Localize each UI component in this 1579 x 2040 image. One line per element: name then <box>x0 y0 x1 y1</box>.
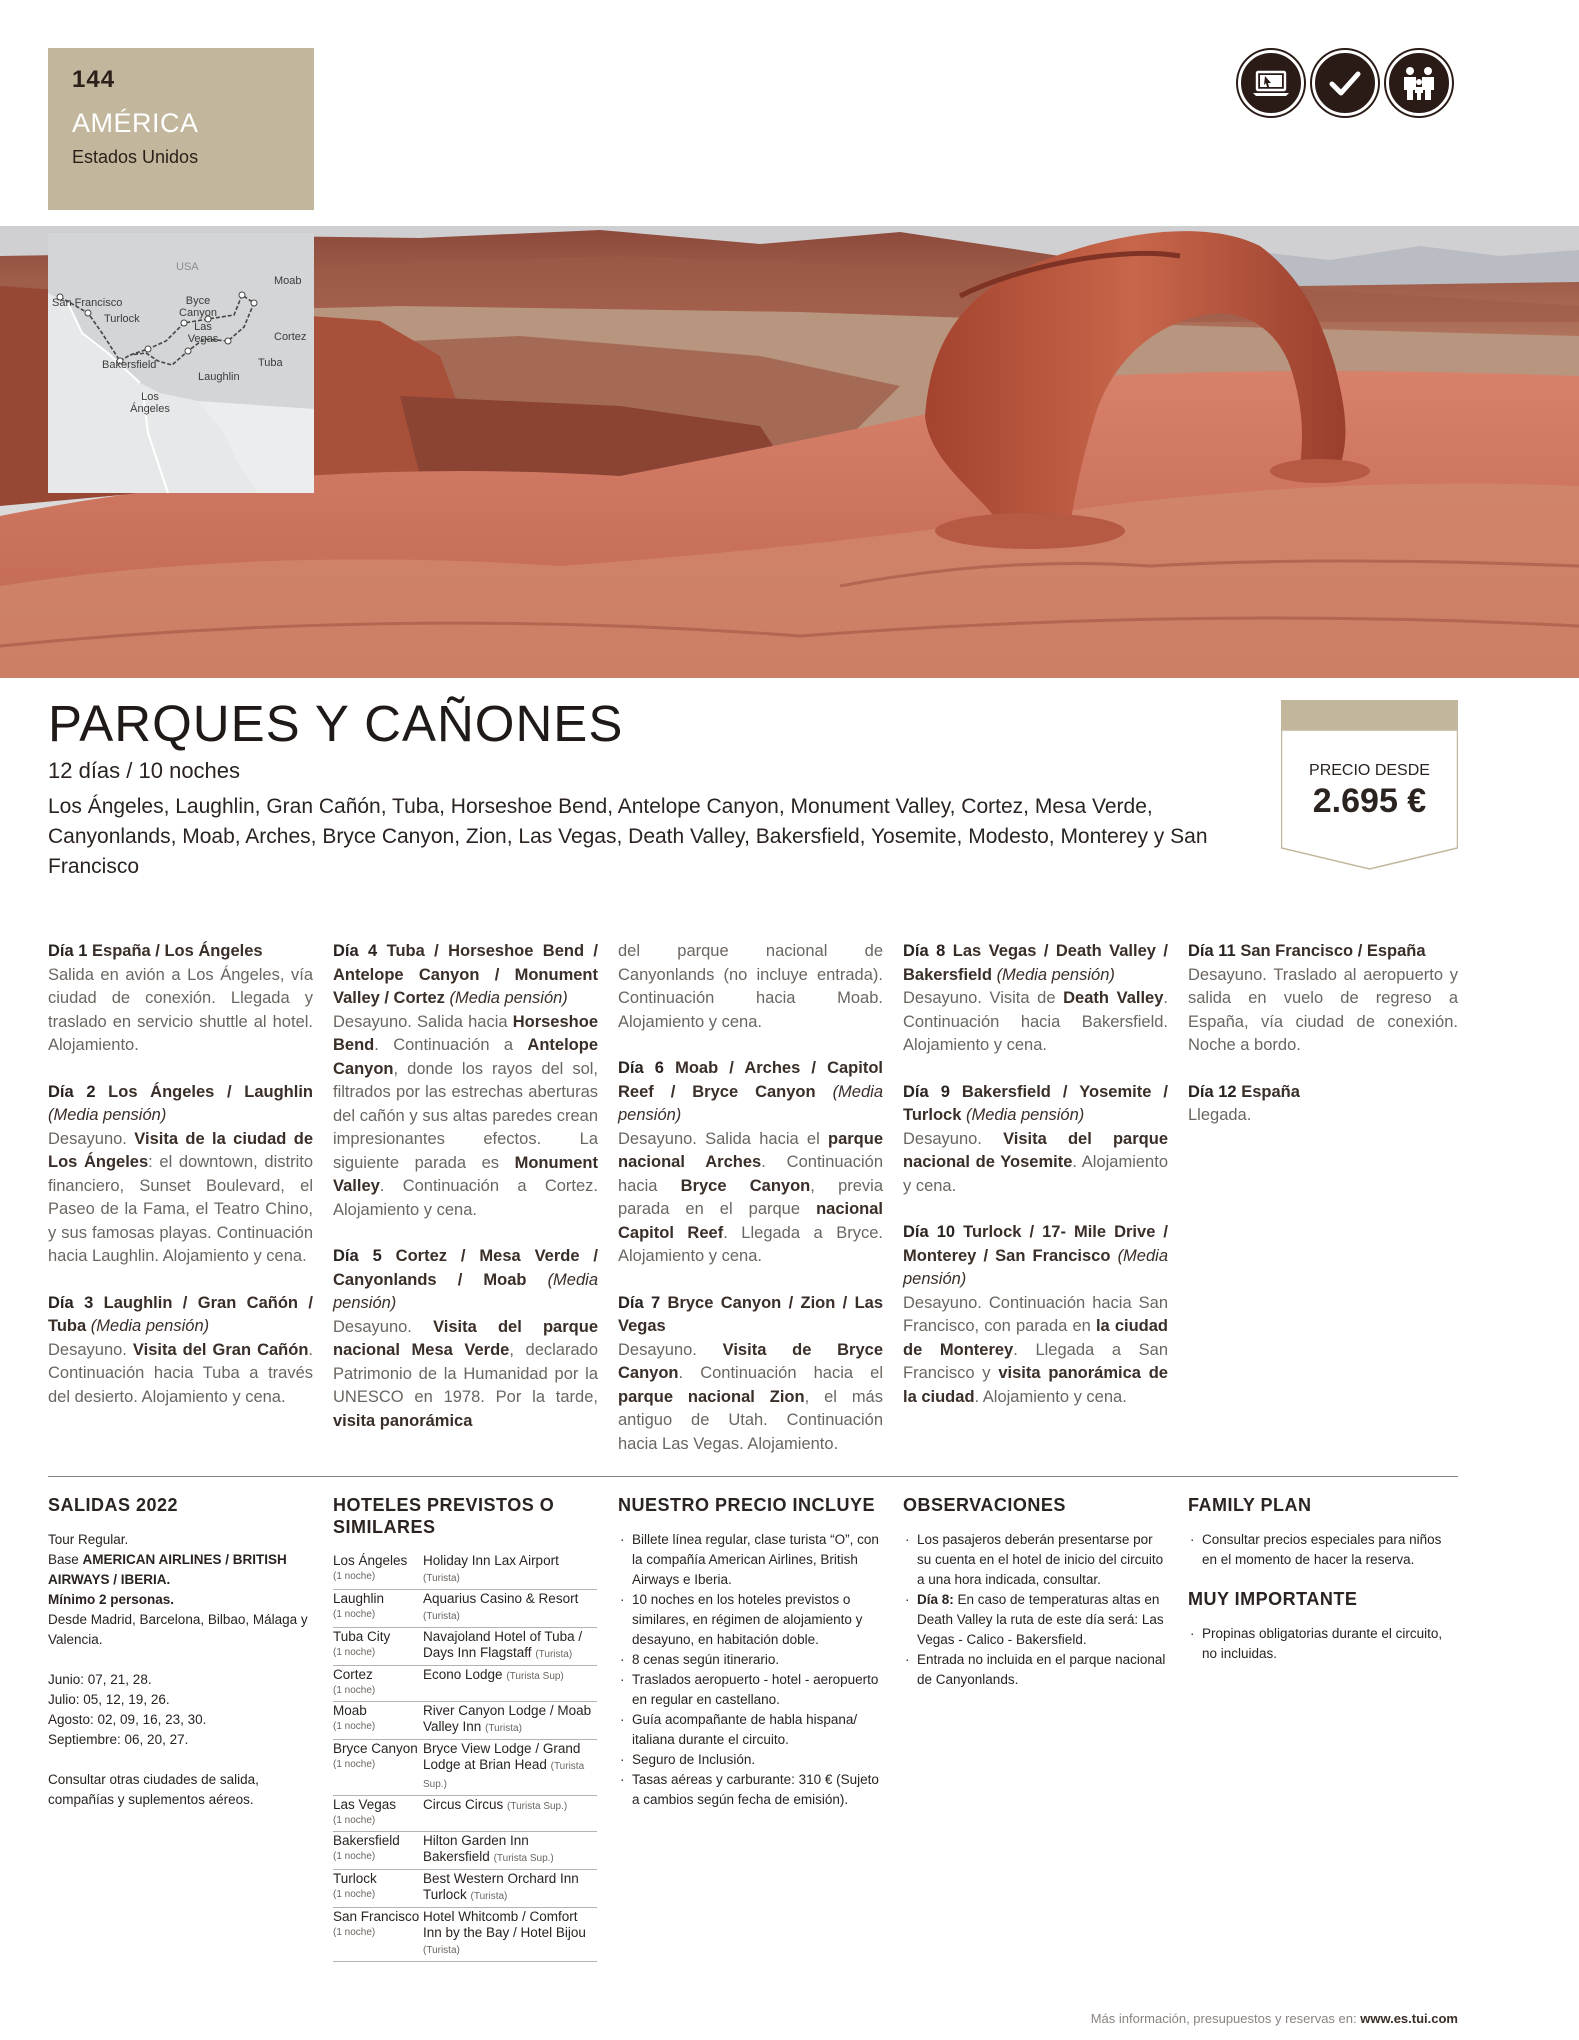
departure-date: Septiembre: 06, 20, 27. <box>48 1732 189 1747</box>
hotel-city-cell: Los Ángeles (1 noche) <box>333 1552 423 1590</box>
hotel-city-cell: Tuba City (1 noche) <box>333 1628 423 1666</box>
itinerary-day: Día 4 Tuba / Horseshoe Bend / Antelope Canyon / Monument Valley / Cortez (Media pensión) Desayuno. Salida hacia Horseshoe Bend. Continuación a Antelope Canyon, donde los rayos del sol, filtrados por las estrechas aberturas del cañón y sus altas paredes crean impresionantes efectos. La siguiente parada es Monument Valley. Continuación a Cortez. Alojamiento y cena. <box>333 942 598 1219</box>
family-plan-list <box>1188 1530 1458 1570</box>
hotel-city-cell: Cortez (1 noche) <box>333 1666 423 1702</box>
map-city-label: Laughlin <box>198 371 240 383</box>
list-item: · Seguro de Inclusión. <box>618 1750 883 1770</box>
list-item: · Entrada no incluida en el parque nacional de Canyonlands. <box>903 1650 1168 1690</box>
itinerary-day: Día 10 Turlock / 17- Mile Drive / Monterey / San Francisco (Media pensión) Desayuno. Continuación hacia San Francisco, con parada en la ciudad de Monterey. Llegada a San Francisco y visita panorámica de la ciudad. Alojamiento y cena. <box>903 1223 1168 1406</box>
important-list <box>1188 1624 1458 1664</box>
table-row <box>333 1796 597 1832</box>
itinerary-day: Día 2 Los Ángeles / Laughlin (Media pensión) Desayuno. Visita de la ciudad de Los Ángeles: el downtown, distrito financiero, Sunset Boulevard, el Paseo de la Fama, el Teatro Chino, y sus famosas playas. Continuación hacia Laughlin. Alojamiento y cena. <box>48 1082 313 1265</box>
hotel-name-cell: River Canyon Lodge / Moab Valley Inn (Turista) <box>423 1702 597 1740</box>
feature-icons <box>1238 50 1452 116</box>
hotel-city-cell: Bakersfield (1 noche) <box>333 1832 423 1870</box>
map-city-label: Moab <box>274 275 302 287</box>
hotel-name-cell: Hilton Garden Inn Bakersfield (Turista Sup.) <box>423 1832 597 1870</box>
list-item: · Billete línea regular, clase turista “O”, con la compañía American Airlines, British Airways e Iberia. <box>618 1530 883 1590</box>
list-item: · 10 noches en los hoteles previstos o similares, en régimen de alojamiento y desayuno, en habitación doble. <box>618 1590 883 1650</box>
country-name: Estados Unidos <box>72 147 199 167</box>
footer-link[interactable]: www.es.tui.com <box>1360 2011 1458 2026</box>
hotel-name-cell: Bryce View Lodge / Grand Lodge at Brian Head (Turista Sup.) <box>423 1740 597 1796</box>
map-city-label: Los Ángeles <box>130 391 170 415</box>
includes-heading: NUESTRO PRECIO INCLUYE <box>618 1495 876 1515</box>
itinerary-day: Día 6 Moab / Arches / Capitol Reef / Bryce Canyon (Media pensión) Desayuno. Salida hacia el parque nacional Arches. Continuación hacia Bryce Canyon, previa parada en el parque nacional Capitol Reef. Llegada a Bryce. Alojamiento y cena. <box>618 1059 884 1265</box>
departure-date: Julio: 05, 12, 19, 26. <box>48 1692 170 1707</box>
itinerary-day: Día 7 Bryce Canyon / Zion / Las Vegas Desayuno. Visita de Bryce Canyon. Continuación hacia el parque nacional Zion, el más antiguo de Utah. Continuación hacia Las Vegas. Alojamiento. <box>618 1293 883 1453</box>
tour-type: Tour Regular. <box>48 1532 129 1547</box>
itinerary-column-5 <box>1188 940 1458 1151</box>
itinerary-column-4 <box>903 940 1168 1432</box>
hotel-city-cell: Moab (1 noche) <box>333 1702 423 1740</box>
map-country-label: USA <box>176 261 199 273</box>
observations-heading: OBSERVACIONES <box>903 1495 1066 1515</box>
observations-section <box>903 1494 1168 1690</box>
itinerary-day: Día 3 Laughlin / Gran Cañón / Tuba (Media pensión) Desayuno. Visita del Gran Cañón. Continuación hacia Tuba a través del desierto. Alojamiento y cena. <box>48 1293 314 1406</box>
table-row <box>333 1666 597 1702</box>
itinerary-column-2 <box>333 940 598 1456</box>
airlines-info: Base AMERICAN AIRLINES / BRITISH AIRWAYS / IBERIA. <box>48 1552 287 1587</box>
list-item: · Traslados aeropuerto - hotel - aeropuerto en regular en castellano. <box>618 1670 883 1710</box>
map-city-label: San Francisco <box>52 297 123 309</box>
itinerary-column-3 <box>618 940 883 1479</box>
list-item: · Propinas obligatorias durante el circuito, no incluidas. <box>1188 1624 1458 1664</box>
footer <box>1060 2011 1458 2026</box>
route-map <box>48 233 314 493</box>
departures-note: Consultar otras ciudades de salida, compañías y suplementos aéreos. <box>48 1772 259 1807</box>
hotel-city-cell: Las Vegas (1 noche) <box>333 1796 423 1832</box>
minimum-people: Mínimo 2 personas. <box>48 1592 175 1607</box>
includes-list <box>618 1530 883 1810</box>
table-row <box>333 1832 597 1870</box>
laptop-icon <box>1238 50 1304 116</box>
observations-list <box>903 1530 1168 1690</box>
hotel-city-cell: San Francisco (1 noche) <box>333 1908 423 1962</box>
includes-section <box>618 1494 883 1810</box>
itinerary-day: Día 9 Bakersfield / Yosemite / Turlock (Media pensión) Desayuno. Visita del parque nacional de Yosemite. Alojamiento y cena. <box>903 1082 1168 1195</box>
hotel-city-cell: Turlock (1 noche) <box>333 1870 423 1908</box>
table-row <box>333 1702 597 1740</box>
category-badge <box>48 48 314 210</box>
trip-duration: 12 días / 10 noches <box>48 758 241 783</box>
page-title: PARQUES Y CAÑONES <box>48 695 624 752</box>
hotel-name-cell: Circus Circus (Turista Sup.) <box>423 1796 597 1832</box>
map-city-label: Tuba <box>258 357 283 369</box>
hotels-section <box>333 1494 598 1962</box>
table-row <box>333 1590 597 1628</box>
itinerary-day: Día 11 San Francisco / España Desayuno. Traslado al aeropuerto y salida en vuelo de regreso a España, vía ciudad de conexión. Noche a bordo. <box>1188 942 1458 1054</box>
itinerary-day: Día 5 Cortez / Mesa Verde / Canyonlands / Moab (Media pensión) Desayuno. Visita del parque nacional Mesa Verde, declarado Patrimonio de la Humanidad por la UNESCO en 1978. Por la tarde, visita panorámica <box>333 1247 599 1430</box>
list-item: · 8 cenas según itinerario. <box>618 1650 883 1670</box>
departure-cities: Desde Madrid, Barcelona, Bilbao, Málaga y Valencia. <box>48 1612 308 1647</box>
hotel-city-cell: Bryce Canyon (1 noche) <box>333 1740 423 1796</box>
section-divider <box>48 1476 1458 1477</box>
list-item: · Guía acompañante de habla hispana/ italiana durante el circuito. <box>618 1710 883 1750</box>
list-item: · Tasas aéreas y carburante: 310 € (Sujeto a cambios según fecha de emisión). <box>618 1770 883 1810</box>
table-row <box>333 1552 597 1590</box>
map-city-label: Turlock <box>104 313 140 325</box>
checkmark-icon <box>1312 50 1378 116</box>
important-heading: MUY IMPORTANTE <box>1188 1589 1358 1609</box>
itinerary-day: Día 8 Las Vegas / Death Valley / Bakersfield (Media pensión) Desayuno. Visita de Death Valley. Continuación hacia Bakersfield. Alojamiento y cena. <box>903 942 1168 1054</box>
list-item: · Los pasajeros deberán presentarse por su cuenta en el hotel de inicio del circuito a una hora indicada, consultar. <box>903 1530 1168 1590</box>
hotels-heading: HOTELES PREVISTOS O SIMILARES <box>333 1495 555 1537</box>
departures-section <box>48 1494 313 1810</box>
list-item: · Día 8: En caso de temperaturas altas en Death Valley la ruta de este día será: Las Vegas - Calico - Bakersfield. <box>903 1590 1168 1650</box>
list-item: · Consultar precios especiales para niños en el momento de hacer la reserva. <box>1188 1530 1458 1570</box>
hotel-name-cell: Holiday Inn Lax Airport (Turista) <box>423 1552 597 1590</box>
table-row <box>333 1908 597 1962</box>
map-city-label: Las Vegas <box>187 321 219 345</box>
price-box <box>1281 700 1458 870</box>
map-city-label: Cortez <box>274 331 307 343</box>
trip-route: Los Ángeles, Laughlin, Gran Cañón, Tuba, Horseshoe Bend, Antelope Canyon, Monument Valley, Cortez, Mesa Verde, Canyonlands, Moab, Arches, Bryce Canyon, Zion, Las Vegas, Death Valley, Bakersfield, Yosemite, Modesto, Monterey y San Francisco <box>48 795 1208 878</box>
hotel-name-cell: Hotel Whitcomb / Comfort Inn by the Bay / Hotel Bijou (Turista) <box>423 1908 597 1962</box>
itinerary-day-continued: del parque nacional de Canyonlands (no incluye entrada). Continuación hacia Moab. Alojamiento y cena. <box>618 942 883 1031</box>
table-row <box>333 1628 597 1666</box>
departures-heading: SALIDAS 2022 <box>48 1495 179 1515</box>
itinerary-column-1 <box>48 940 313 1432</box>
itinerary-day: Día 1 España / Los Ángeles Salida en avión a Los Ángeles, vía ciudad de conexión. Llegada y traslado en servicio shuttle al hotel. Alojamiento. <box>48 942 313 1054</box>
hotel-name-cell: Econo Lodge (Turista Sup) <box>423 1666 597 1702</box>
map-city-label: Byce Canyon <box>179 295 217 319</box>
hotel-name-cell: Navajoland Hotel of Tuba / Days Inn Flagstaff (Turista) <box>423 1628 597 1666</box>
table-row <box>333 1740 597 1796</box>
hotel-name-cell: Best Western Orchard Inn Turlock (Turista) <box>423 1870 597 1908</box>
family-plan-heading: FAMILY PLAN <box>1188 1495 1312 1515</box>
departure-date: Junio: 07, 21, 28. <box>48 1672 152 1687</box>
family-icon <box>1386 50 1452 116</box>
hotel-name-cell: Aquarius Casino & Resort (Turista) <box>423 1590 597 1628</box>
page-number: 144 <box>72 66 116 93</box>
hotels-table <box>333 1552 597 1962</box>
price-value: 2.695 € <box>1312 782 1427 820</box>
departure-date: Agosto: 02, 09, 16, 23, 30. <box>48 1712 207 1727</box>
family-plan-section <box>1188 1494 1458 1664</box>
itinerary-day: Día 12 España Llegada. <box>1188 1082 1300 1124</box>
region-name: AMÉRICA <box>72 108 199 138</box>
table-row <box>333 1870 597 1908</box>
price-label: PRECIO DESDE <box>1309 762 1430 779</box>
footer-text: Más información, presupuestos y reservas en: <box>1090 2011 1361 2026</box>
map-city-label: Bakersfield <box>102 359 157 371</box>
hotel-city-cell: Laughlin (1 noche) <box>333 1590 423 1628</box>
